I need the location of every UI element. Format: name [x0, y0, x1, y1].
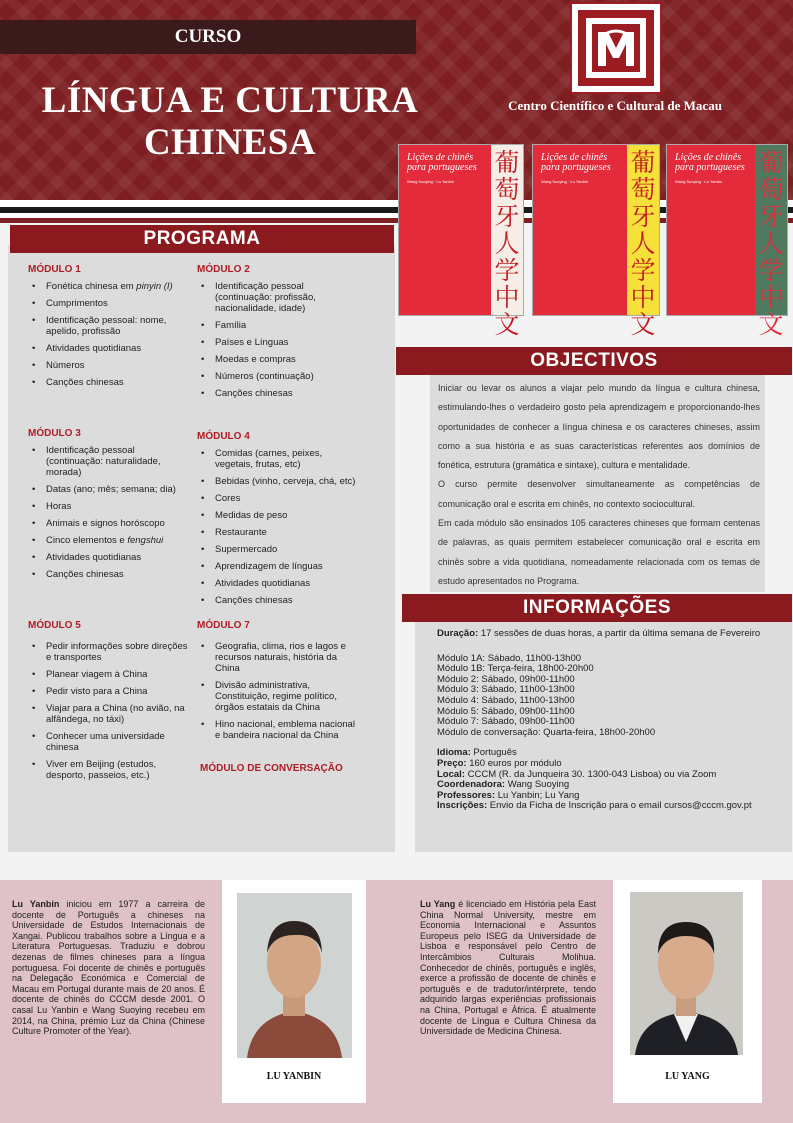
list-item: • Bebidas (vinho, cerveja, chá, etc)	[197, 476, 357, 487]
modulo-3-title: MÓDULO 3	[28, 428, 81, 439]
horario-line: Módulo 1A: Sábado, 11h00-13h00	[437, 652, 582, 664]
informacoes-heading: INFORMAÇÕES	[402, 594, 792, 622]
horario-line: Módulo 4: Sábado, 11h00-13h00	[437, 694, 575, 706]
list-item: • Animais e signos horóscopo	[28, 518, 188, 529]
list-item: • Aprendizagem de línguas	[197, 561, 357, 572]
modulo-3	[28, 428, 188, 586]
list-item: • Comidas (carnes, peixes, vegetais, frutas, etc)	[197, 448, 357, 470]
modulo-5-title: MÓDULO 5	[28, 620, 81, 631]
objectivos-text	[438, 379, 760, 591]
book-cover-3: Lições de chinês para portugueses Wang Suoying · Lu Yanbin 葡萄牙人学中文	[666, 144, 788, 316]
list-item: • Viajar para a China (no avião, na alfândega, no táxi)	[28, 703, 188, 725]
list-item: • Números (continuação)	[197, 371, 347, 382]
modulo-7-title: MÓDULO 7	[197, 620, 250, 631]
list-item: • Números	[28, 360, 198, 371]
local-line: Local: CCCM (R. da Junqueira 30. 1300-043 Lisboa) ou via Zoom	[437, 768, 717, 780]
list-item: • Moedas e compras	[197, 354, 347, 365]
course-title	[20, 80, 440, 164]
list-item: • Viver em Beijing (estudos, desporto, passeios, etc.)	[28, 759, 188, 781]
list-item: • Horas	[28, 501, 188, 512]
modulo-4-title: MÓDULO 4	[197, 431, 250, 442]
list-item: • Canções chinesas	[28, 377, 198, 388]
list-item: • Identificação pessoal (continuação: naturalidade, morada)	[28, 445, 188, 478]
informacoes-text	[437, 629, 787, 812]
photo-card-lu-yanbin	[222, 880, 366, 1103]
cccm-logo-icon	[572, 4, 660, 92]
photo-lu-yang	[630, 892, 743, 1055]
list-item: • Identificação pessoal: nome, apelido, profissão	[28, 315, 198, 337]
book-spine-2: 葡萄牙人学中文	[627, 145, 659, 315]
list-item: • Canções chinesas	[197, 595, 357, 606]
person-photo-icon	[630, 892, 743, 1055]
objectivos-heading: OBJECTIVOS	[396, 347, 792, 375]
list-item: • Pedir visto para a China	[28, 686, 188, 697]
book-spine-1: 葡萄牙人学中文	[491, 145, 523, 315]
modulo-4	[197, 431, 357, 612]
preco-line: Preço: 160 euros por módulo	[437, 757, 562, 769]
book-cover-2: Lições de chinês para portugueses Wang Suoying · Lu Yanbin 葡萄牙人学中文	[532, 144, 660, 316]
list-item: • Medidas de peso	[197, 510, 357, 521]
person-photo-icon	[237, 893, 352, 1058]
photo-card-lu-yang	[613, 880, 762, 1103]
bio-lu-yanbin: Lu Yanbin iniciou em 1977 a carreira de docente de Português a chineses na Universidade de Estudos Internacionais de Xangai. Publicou trabalhos sobre a Língua e a Literatura Portuguesas. Traduziu e dobrou dezenas de filmes chineses para a língua portuguesa. Foi docente de chinês e português na Delegação Económica e Comercial de Macau em Portugal durante mais de 20 anos. É docente de chinês do CCCM desde 2001. O casal Lu Yanbin e Wang Suoying recebeu em 2014, na China, prémio Luz da China (Chinese Culture Promoter of the Year).	[12, 899, 205, 1037]
horario-line: Módulo de conversação: Quarta-feira, 18h00-20h00	[437, 726, 656, 738]
modulo-1-title: MÓDULO 1	[28, 264, 81, 275]
bio-lu-yang: Lu Yang é licenciado em História pela East China Normal University, mestre em Economia Internacional e Assuntos Europeus pelo ISEG da Universidade de Lisboa e responsável pelo Centro de Intercâmbios Culturais Molihua. Conhecedor de chinês, português e inglês, exerce a profissão de docente de chinês e português e de tradutor/intérprete, tendo adquirido largas experiências profissionais na China, Portugal e África. É atualmente docente de Língua e Cultura Chinesa da Universidade de Medicina Chinesa.	[420, 899, 596, 1037]
objectivos-p3: Em cada módulo são ensinados 105 caracteres chineses que formam centenas de palavras, as quais permitem estabelecer comunicação oral e escrita em chinês sobre a vida quotidiana, nomeadamente relacionada com os temas de estudo apresentados no Programa.	[438, 518, 760, 586]
horario-line: Módulo 3: Sábado, 11h00-13h00	[437, 684, 575, 696]
modulo-2	[197, 264, 347, 405]
list-item: • Conhecer uma universidade chinesa	[28, 731, 188, 753]
photo-lu-yanbin	[237, 893, 352, 1058]
book-cover-1: Lições de chinês para portugueses Wang Suoying · Lu Yanbin 葡萄牙人学中文	[398, 144, 524, 316]
modulo-5	[28, 620, 188, 787]
center-name: Centro Científico e Cultural de Macau	[508, 98, 722, 113]
coordenadora-line: Coordenadora: Wang Suoying	[437, 779, 570, 791]
list-item: • Geografia, clima, rios e lagos e recursos naturais, história da China	[197, 641, 357, 674]
list-item: • Planear viagem à China	[28, 669, 188, 680]
book-spine-3: 葡萄牙人学中文	[755, 145, 787, 315]
horario-line: Módulo 7: Sábado, 09h00-11h00	[437, 716, 575, 728]
horario-line: Módulo 2: Sábado, 09h00-11h00	[437, 673, 575, 685]
professores-line: Professores: Lu Yanbin; Lu Yang	[437, 789, 580, 801]
list-item: • Supermercado	[197, 544, 357, 555]
caption-lu-yanbin: LU YANBIN	[266, 1071, 322, 1082]
caption-lu-yang: LU YANG	[665, 1071, 710, 1082]
list-item: • Restaurante	[197, 527, 357, 538]
list-item: • Fonética chinesa em pinyin (I)	[28, 281, 198, 292]
modulo-7	[197, 620, 357, 774]
list-item: • Canções chinesas	[197, 388, 347, 399]
list-item: • Países e Línguas	[197, 337, 347, 348]
list-item: • Atividades quotidianas	[197, 578, 357, 589]
list-item: • Cinco elementos e fengshui	[28, 535, 188, 546]
course-title-line1: LÍNGUA E CULTURA	[41, 80, 419, 121]
list-item: • Hino nacional, emblema nacional e bandeira nacional da China	[197, 719, 357, 741]
list-item: • Cores	[197, 493, 357, 504]
list-item: • Atividades quotidianas	[28, 552, 188, 563]
horario-line: Módulo 5: Sábado, 09h00-11h00	[437, 705, 575, 717]
list-item: • Cumprimentos	[28, 298, 198, 309]
curso-label: CURSO	[0, 20, 416, 54]
list-item: • Divisão administrativa, Constituição, regime político, órgãos estatais da China	[197, 680, 357, 713]
modulo-conversacao-title: MÓDULO DE CONVERSAÇÃO	[200, 763, 343, 774]
inscricoes-line: Inscrições: Envio da Ficha de Inscrição para o email cursos@cccm.gov.pt	[437, 800, 752, 812]
modulo-2-title: MÓDULO 2	[197, 264, 250, 275]
list-item: • Identificação pessoal (continuação: profissão, nacionalidade, idade)	[197, 281, 347, 314]
duracao-line: Duração: 17 sessões de duas horas, a partir da última semana de Fevereiro	[437, 628, 761, 639]
programa-heading: PROGRAMA	[10, 225, 394, 253]
idioma-line: Idioma: Português	[437, 747, 517, 759]
modulo-1	[28, 264, 198, 394]
cccm-logo	[570, 2, 662, 94]
horario-line: Módulo 1B: Terça-feira, 18h00-20h00	[437, 663, 594, 675]
list-item: • Datas (ano; mês; semana; dia)	[28, 484, 188, 495]
list-item: • Família	[197, 320, 347, 331]
list-item: • Pedir informações sobre direções e transportes	[28, 641, 188, 663]
list-item: • Canções chinesas	[28, 569, 188, 580]
objectivos-p1: Iniciar ou levar os alunos a viajar pelo mundo da língua e cultura chinesa, estimulando-lhes o verdadeiro gosto pela aprendizagem e proporcionando-lhes oportunidades de conhecer a língua chinesa e os caracteres chineses, assim como a sua história e as suas características referentes aos domínios de fonética, estrutura (gramática e sintaxe), cultura e mentalidade.	[438, 383, 760, 471]
course-title-line2: CHINESA	[143, 122, 317, 163]
objectivos-p2: O curso permite desenvolver simultaneamente as competências de comunicação oral e escrita em chinês, no contexto sociocultural.	[438, 479, 760, 509]
list-item: • Atividades quotidianas	[28, 343, 198, 354]
